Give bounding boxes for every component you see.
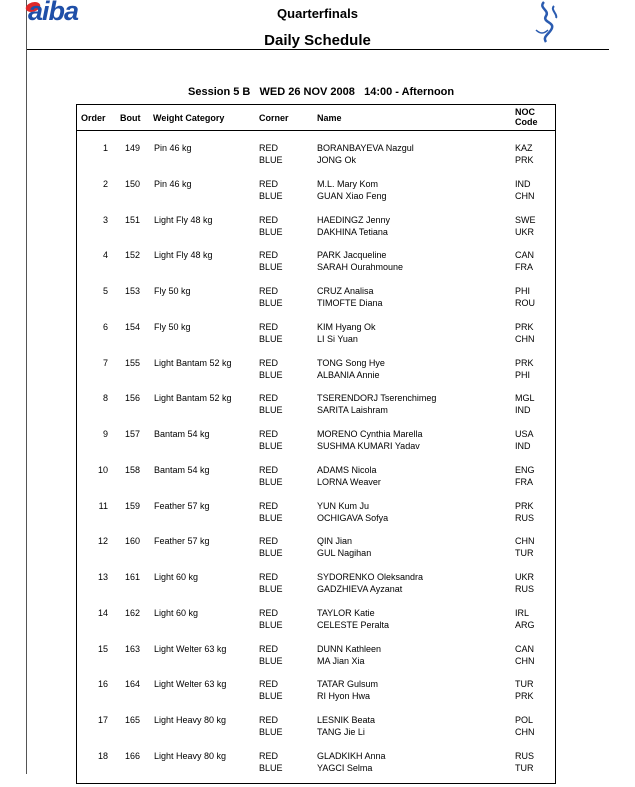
red-boxer-name: KIM Hyang Ok bbox=[317, 322, 376, 332]
bout-number: 155 bbox=[125, 358, 141, 368]
bout-order: 1 bbox=[102, 143, 108, 153]
blue-corner-label: BLUE bbox=[259, 727, 283, 737]
blue-boxer-name: TANG Jie Li bbox=[317, 727, 365, 737]
red-boxer-name: PARK Jacqueline bbox=[317, 250, 387, 260]
blue-boxer-name: DAKHINA Tetiana bbox=[317, 227, 388, 237]
blue-corner-label: BLUE bbox=[259, 298, 283, 308]
blue-boxer-name: GUAN Xiao Feng bbox=[317, 191, 387, 201]
bout-number: 161 bbox=[125, 572, 141, 582]
red-corner-label: RED bbox=[259, 715, 279, 725]
blue-noc-code: ROU bbox=[515, 298, 535, 308]
red-noc-code: PHI bbox=[515, 286, 531, 296]
weight-category: Light Welter 63 kg bbox=[154, 644, 227, 654]
session-name: Session 5 B bbox=[188, 86, 251, 98]
red-boxer-name: TAYLOR Katie bbox=[317, 608, 375, 618]
red-corner-label: RED bbox=[259, 608, 279, 618]
bout-number: 158 bbox=[125, 465, 141, 475]
blue-boxer-name: SUSHMA KUMARI Yadav bbox=[317, 441, 420, 451]
blue-boxer-name: CELESTE Peralta bbox=[317, 620, 390, 630]
bout-order: 4 bbox=[102, 250, 108, 260]
blue-boxer-name: LI Si Yuan bbox=[317, 334, 358, 344]
page-title: Quarterfinals bbox=[277, 6, 358, 21]
blue-corner-label: BLUE bbox=[259, 620, 283, 630]
red-noc-code: CHN bbox=[515, 536, 535, 546]
bout-number: 163 bbox=[125, 644, 141, 654]
blue-noc-code: CHN bbox=[515, 191, 535, 201]
red-corner-label: RED bbox=[259, 429, 279, 439]
bout-order: 14 bbox=[97, 608, 108, 618]
bout-number: 162 bbox=[125, 608, 141, 618]
red-corner-label: RED bbox=[259, 501, 279, 511]
bout-order: 2 bbox=[102, 179, 108, 189]
weight-category: Bantam 54 kg bbox=[154, 465, 210, 475]
blue-noc-code: TUR bbox=[515, 548, 534, 558]
weight-category: Light Heavy 80 kg bbox=[154, 715, 227, 725]
table-row bbox=[0, 250, 635, 286]
blue-corner-label: BLUE bbox=[259, 477, 283, 487]
blue-noc-code: PRK bbox=[515, 691, 534, 701]
blue-corner-label: BLUE bbox=[259, 191, 283, 201]
bout-order: 16 bbox=[97, 679, 108, 689]
blue-noc-code: CHN bbox=[515, 656, 535, 666]
col-header-noc bbox=[515, 107, 538, 127]
bout-order: 5 bbox=[102, 286, 108, 296]
bout-number: 149 bbox=[125, 143, 141, 153]
red-corner-label: RED bbox=[259, 393, 279, 403]
bout-number: 151 bbox=[125, 215, 141, 225]
table-row bbox=[0, 644, 635, 680]
table-row bbox=[0, 179, 635, 215]
blue-corner-label: BLUE bbox=[259, 262, 283, 272]
bout-number: 154 bbox=[125, 322, 141, 332]
table-row bbox=[0, 143, 635, 179]
bout-number: 152 bbox=[125, 250, 141, 260]
bout-order: 18 bbox=[97, 751, 108, 761]
red-noc-code: MGL bbox=[515, 393, 535, 403]
blue-corner-label: BLUE bbox=[259, 763, 283, 773]
table-row bbox=[0, 501, 635, 537]
col-header-noc-line2: Code bbox=[515, 117, 538, 127]
aiba-logo: aiba bbox=[28, 0, 79, 26]
blue-boxer-name: RI Hyon Hwa bbox=[317, 691, 371, 701]
weight-category: Light Fly 48 kg bbox=[154, 215, 213, 225]
bout-number: 153 bbox=[125, 286, 141, 296]
blue-boxer-name: SARAH Ourahmoune bbox=[317, 262, 404, 272]
red-noc-code: IND bbox=[515, 179, 531, 189]
weight-category: Feather 57 kg bbox=[154, 501, 210, 511]
bout-number: 160 bbox=[125, 536, 141, 546]
red-corner-label: RED bbox=[259, 644, 279, 654]
weight-category: Pin 46 kg bbox=[154, 143, 192, 153]
weight-category: Fly 50 kg bbox=[154, 322, 191, 332]
red-noc-code: SWE bbox=[515, 215, 536, 225]
red-noc-code: IRL bbox=[515, 608, 530, 618]
red-noc-code: CAN bbox=[515, 250, 535, 260]
table-row bbox=[0, 608, 635, 644]
red-boxer-name: MORENO Cynthia Marella bbox=[317, 429, 423, 439]
session-time: 14:00 - Afternoon bbox=[364, 86, 455, 98]
blue-boxer-name: SARITA Laishram bbox=[317, 405, 388, 415]
col-header-name: Name bbox=[317, 113, 342, 123]
blue-noc-code: CHN bbox=[515, 334, 535, 344]
session-info bbox=[188, 86, 454, 98]
blue-corner-label: BLUE bbox=[259, 513, 283, 523]
blue-corner-label: BLUE bbox=[259, 334, 283, 344]
red-corner-label: RED bbox=[259, 322, 279, 332]
blue-noc-code: RUS bbox=[515, 584, 535, 594]
bout-number: 164 bbox=[125, 679, 141, 689]
blue-noc-code: UKR bbox=[515, 227, 535, 237]
table-row bbox=[0, 358, 635, 394]
blue-boxer-name: YAGCI Selma bbox=[317, 763, 373, 773]
blue-noc-code: TUR bbox=[515, 763, 534, 773]
blue-boxer-name: ALBANIA Annie bbox=[317, 370, 380, 380]
blue-boxer-name: GADZHIEVA Ayzanat bbox=[317, 584, 403, 594]
col-header-noc-line1: NOC bbox=[515, 107, 535, 117]
bout-order: 7 bbox=[102, 358, 108, 368]
bout-order: 8 bbox=[102, 393, 108, 403]
red-noc-code: RUS bbox=[515, 751, 535, 761]
red-corner-label: RED bbox=[259, 250, 279, 260]
bout-number: 159 bbox=[125, 501, 141, 511]
red-noc-code: USA bbox=[515, 429, 534, 439]
blue-corner-label: BLUE bbox=[259, 405, 283, 415]
red-boxer-name: CRUZ Analisa bbox=[317, 286, 374, 296]
blue-boxer-name: OCHIGAVA Sofya bbox=[317, 513, 389, 523]
bout-order: 15 bbox=[97, 644, 108, 654]
red-noc-code: PRK bbox=[515, 501, 534, 511]
blue-boxer-name: TIMOFTE Diana bbox=[317, 298, 383, 308]
bout-number: 150 bbox=[125, 179, 141, 189]
red-noc-code: UKR bbox=[515, 572, 535, 582]
red-corner-label: RED bbox=[259, 215, 279, 225]
table-row bbox=[0, 679, 635, 715]
blue-noc-code: PHI bbox=[515, 370, 531, 380]
blue-corner-label: BLUE bbox=[259, 227, 283, 237]
table-header-divider bbox=[76, 130, 556, 131]
table-row bbox=[0, 536, 635, 572]
red-boxer-name: SYDORENKO Oleksandra bbox=[317, 572, 424, 582]
bout-order: 12 bbox=[97, 536, 108, 546]
blue-corner-label: BLUE bbox=[259, 691, 283, 701]
bout-order: 13 bbox=[97, 572, 108, 582]
red-corner-label: RED bbox=[259, 286, 279, 296]
blue-noc-code: CHN bbox=[515, 727, 535, 737]
col-header-corner: Corner bbox=[259, 113, 289, 123]
blue-noc-code: IND bbox=[515, 441, 531, 451]
red-boxer-name: LESNIK Beata bbox=[317, 715, 376, 725]
table-row bbox=[0, 465, 635, 501]
blue-corner-label: BLUE bbox=[259, 656, 283, 666]
red-boxer-name: GLADKIKH Anna bbox=[317, 751, 386, 761]
blue-noc-code: FRA bbox=[515, 262, 533, 272]
red-noc-code: PRK bbox=[515, 322, 534, 332]
red-boxer-name: YUN Kum Ju bbox=[317, 501, 370, 511]
blue-corner-label: BLUE bbox=[259, 584, 283, 594]
red-boxer-name: TONG Song Hye bbox=[317, 358, 385, 368]
blue-corner-label: BLUE bbox=[259, 548, 283, 558]
blue-corner-label: BLUE bbox=[259, 370, 283, 380]
col-header-bout: Bout bbox=[120, 113, 141, 123]
weight-category: Light 60 kg bbox=[154, 572, 199, 582]
header-divider bbox=[27, 49, 609, 50]
table-row bbox=[0, 429, 635, 465]
red-corner-label: RED bbox=[259, 465, 279, 475]
bout-order: 10 bbox=[97, 465, 108, 475]
bout-order: 6 bbox=[102, 322, 108, 332]
table-row bbox=[0, 572, 635, 608]
blue-corner-label: BLUE bbox=[259, 155, 283, 165]
blue-boxer-name: MA Jian Xia bbox=[317, 656, 365, 666]
page-subtitle: Daily Schedule bbox=[264, 32, 371, 49]
red-boxer-name: TSERENDORJ Tserenchimeg bbox=[317, 393, 437, 403]
weight-category: Light Heavy 80 kg bbox=[154, 751, 227, 761]
red-corner-label: RED bbox=[259, 179, 279, 189]
blue-noc-code: FRA bbox=[515, 477, 533, 487]
table-row bbox=[0, 393, 635, 429]
red-boxer-name: DUNN Kathleen bbox=[317, 644, 382, 654]
red-corner-label: RED bbox=[259, 572, 279, 582]
weight-category: Light Fly 48 kg bbox=[154, 250, 213, 260]
red-boxer-name: M.L. Mary Kom bbox=[317, 179, 379, 189]
col-header-weight: Weight Category bbox=[153, 113, 225, 123]
bout-order: 9 bbox=[102, 429, 108, 439]
red-corner-label: RED bbox=[259, 751, 279, 761]
weight-category: Light Welter 63 kg bbox=[154, 679, 227, 689]
red-noc-code: ENG bbox=[515, 465, 535, 475]
weight-category: Feather 57 kg bbox=[154, 536, 210, 546]
blue-noc-code: PRK bbox=[515, 155, 534, 165]
red-noc-code: PRK bbox=[515, 358, 534, 368]
col-header-order: Order bbox=[81, 113, 106, 123]
red-corner-label: RED bbox=[259, 143, 279, 153]
bout-number: 166 bbox=[125, 751, 141, 761]
red-noc-code: TUR bbox=[515, 679, 534, 689]
weight-category: Light 60 kg bbox=[154, 608, 199, 618]
weight-category: Fly 50 kg bbox=[154, 286, 191, 296]
blue-boxer-name: GUL Nagihan bbox=[317, 548, 372, 558]
red-noc-code: CAN bbox=[515, 644, 535, 654]
bout-number: 157 bbox=[125, 429, 141, 439]
weight-category: Bantam 54 kg bbox=[154, 429, 210, 439]
blue-noc-code: IND bbox=[515, 405, 531, 415]
red-noc-code: KAZ bbox=[515, 143, 533, 153]
table-row bbox=[0, 715, 635, 751]
weight-category: Light Bantam 52 kg bbox=[154, 393, 232, 403]
bout-number: 156 bbox=[125, 393, 141, 403]
red-boxer-name: BORANBAYEVA Nazgul bbox=[317, 143, 414, 153]
red-boxer-name: TATAR Gulsum bbox=[317, 679, 379, 689]
blue-corner-label: BLUE bbox=[259, 441, 283, 451]
blue-noc-code: RUS bbox=[515, 513, 535, 523]
table-row bbox=[0, 751, 635, 787]
bout-number: 165 bbox=[125, 715, 141, 725]
red-boxer-name: ADAMS Nicola bbox=[317, 465, 377, 475]
red-corner-label: RED bbox=[259, 679, 279, 689]
bout-order: 17 bbox=[97, 715, 108, 725]
weight-category: Light Bantam 52 kg bbox=[154, 358, 232, 368]
blue-boxer-name: LORNA Weaver bbox=[317, 477, 381, 487]
table-row bbox=[0, 215, 635, 251]
table-row bbox=[0, 286, 635, 322]
bout-order: 11 bbox=[98, 501, 108, 511]
blue-boxer-name: JONG Ok bbox=[317, 155, 357, 165]
blue-noc-code: ARG bbox=[515, 620, 535, 630]
table-row bbox=[0, 322, 635, 358]
red-corner-label: RED bbox=[259, 536, 279, 546]
session-date: WED 26 NOV 2008 bbox=[259, 86, 355, 98]
bout-order: 3 bbox=[102, 215, 108, 225]
red-corner-label: RED bbox=[259, 358, 279, 368]
red-boxer-name: QIN Jian bbox=[317, 536, 353, 546]
weight-category: Pin 46 kg bbox=[154, 179, 192, 189]
red-boxer-name: HAEDINGZ Jenny bbox=[317, 215, 391, 225]
red-noc-code: POL bbox=[515, 715, 534, 725]
